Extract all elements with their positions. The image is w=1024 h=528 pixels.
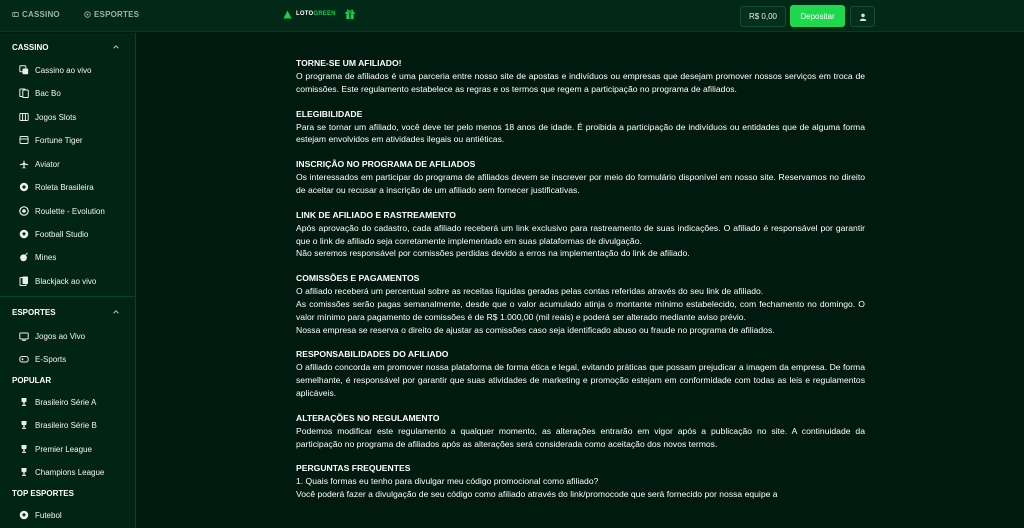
football-icon xyxy=(19,229,29,239)
slot-machine-icon xyxy=(19,112,29,122)
sidebar-item-cassino-ao-vivo[interactable] xyxy=(0,60,135,80)
sidebar-item-jogos-ao-vivo[interactable] xyxy=(0,326,135,346)
top-header xyxy=(0,0,1024,32)
sidebar-item-blackjack-ao-vivo[interactable] xyxy=(0,271,135,291)
section-paragraph: O afiliado receberá um percentual sobre as receitas líquidas geradas pelas contas referidas através do seu link de afiliado. xyxy=(296,286,764,297)
section-changes xyxy=(296,412,865,451)
logo-mark-icon xyxy=(283,10,292,19)
section-paragraph: Após aprovação do cadastro, cada afiliado receberá um link exclusivo para rastreamento de suas indicações. O afiliado é responsável por garantir que o link de afiliado seja corretamente implementado em suas plataformas de divulgação. xyxy=(296,222,865,246)
section-paragraph: Para se tornar um afiliado, você deve ter pelo menos 18 anos de idade. É proibida a participação de indivíduos ou entidades que de alguma forma estejam envolvidos em atividades ilegais ou antiéticas. xyxy=(296,121,865,145)
sidebar-item-label: E-Sports xyxy=(35,354,67,364)
user-icon xyxy=(859,13,867,21)
sidebar-section-popular: POPULAR xyxy=(12,376,52,385)
sidebar-item-label: Jogos Slots xyxy=(35,112,77,122)
dice-icon xyxy=(19,65,29,75)
sidebar-item-label: Blackjack ao vivo xyxy=(35,276,97,286)
roulette-icon xyxy=(19,182,29,192)
roulette-wheel-icon xyxy=(19,206,29,216)
section-commissions xyxy=(296,272,865,336)
user-menu-button[interactable] xyxy=(850,6,875,27)
slots-icon xyxy=(12,11,19,18)
chevron-up-icon[interactable] xyxy=(112,43,120,51)
sidebar-section-esportes[interactable]: ESPORTES xyxy=(12,308,56,317)
faq-answer: Você poderá fazer a divulgação de seu código como afiliado através do link/promocode que será fornecido por nossa equipe a xyxy=(296,489,778,500)
trophy-icon xyxy=(19,397,29,407)
sidebar-item-label: Bac Bo xyxy=(35,88,61,98)
sidebar-item-label: Brasileiro Série B xyxy=(35,420,97,430)
section-become-affiliate xyxy=(296,57,865,96)
sidebar-section-cassino[interactable]: CASSINO xyxy=(12,43,49,52)
sidebar-item-jogos-slots[interactable] xyxy=(0,107,135,127)
deposit-button[interactable]: Depositar xyxy=(790,5,845,27)
sidebar-item-label: Fortune Tiger xyxy=(35,135,83,145)
section-registration xyxy=(296,158,865,197)
sidebar-item-bac-bo[interactable] xyxy=(0,83,135,103)
sidebar-item-roleta-brasileira[interactable] xyxy=(0,177,135,197)
sidebar-item-label: Jogos ao Vivo xyxy=(35,331,86,341)
section-title: RESPONSABILIDADES DO AFILIADO xyxy=(296,349,449,360)
cards-icon xyxy=(19,88,29,98)
section-faq xyxy=(296,462,865,501)
soccer-ball-icon xyxy=(19,510,29,520)
sidebar-item-brasileiro-serie-b[interactable] xyxy=(0,415,135,435)
section-title: PERGUNTAS FREQUENTES xyxy=(296,463,411,474)
sidebar-item-label: Futebol xyxy=(35,510,62,520)
sidebar-item-label: Brasileiro Série A xyxy=(35,397,97,407)
section-title: TORNE-SE UM AFILIADO! xyxy=(296,58,402,68)
section-paragraph: Os interessados em participar do programa de afiliados devem se inscrever por meio do formulário disponível em nosso site. Reservamos no direito de aceitar ou recusar a inscrição de um afiliado sem fornecer justificativas. xyxy=(296,172,865,195)
sidebar-item-label: Football Studio xyxy=(35,229,89,239)
tab-esportes-label: ESPORTES xyxy=(94,10,140,19)
sidebar-item-football-studio[interactable] xyxy=(0,224,135,244)
section-title: COMISSÕES E PAGAMENTOS xyxy=(296,273,420,284)
sidebar-item-label: Cassino ao vivo xyxy=(35,65,92,75)
gamepad-icon xyxy=(19,354,29,364)
sidebar xyxy=(0,33,136,528)
bomb-icon xyxy=(19,252,29,262)
ball-icon xyxy=(84,11,91,18)
gift-icon[interactable] xyxy=(344,8,356,20)
sidebar-item-e-sports[interactable] xyxy=(0,349,135,369)
balance-display[interactable]: R$ 0,00 xyxy=(740,6,786,27)
trophy-icon xyxy=(19,467,29,477)
sidebar-item-label: Premier League xyxy=(35,444,92,454)
section-title: ALTERAÇÕES NO REGULAMENTO xyxy=(296,412,440,423)
sidebar-item-label: Champions League xyxy=(35,467,105,477)
sidebar-item-champions-league[interactable] xyxy=(0,462,135,482)
sidebar-item-label: Mines xyxy=(35,252,57,262)
tab-cassino[interactable] xyxy=(12,10,60,19)
site-logo[interactable] xyxy=(283,8,356,20)
section-paragraph: Nossa empresa se reserva o direito de ajustar as comissões caso seja identificado abuso ou fraude no programa de afiliados. xyxy=(296,324,775,335)
section-affiliate-link xyxy=(296,209,865,260)
sidebar-item-roulette-evolution[interactable] xyxy=(0,201,135,221)
live-tv-icon xyxy=(19,331,29,341)
tiger-icon xyxy=(19,135,29,145)
sidebar-item-brasileiro-serie-a[interactable] xyxy=(0,392,135,412)
sidebar-item-label: Roulette - Evolution xyxy=(35,206,105,216)
section-title: ELEGIBILIDADE xyxy=(296,108,363,119)
tab-cassino-label: CASSINO xyxy=(22,10,60,19)
section-eligibility xyxy=(296,108,865,147)
sidebar-item-futebol[interactable] xyxy=(0,505,135,525)
logo-text: LOTOGREEN xyxy=(296,11,336,17)
sidebar-item-mines[interactable] xyxy=(0,247,135,267)
section-title: INSCRIÇÃO NO PROGRAMA DE AFILIADOS xyxy=(296,159,476,170)
sidebar-item-label: Aviator xyxy=(35,159,60,169)
section-paragraph: Podemos modificar este regulamento a qualquer momento, as alterações entrarão em vigor após a publicação no site. A continuidade da participação no programa de afiliados após as alterações será considerada como aceitação dos novos termos. xyxy=(296,425,865,449)
section-responsibilities xyxy=(296,348,865,399)
sidebar-section-top-esportes: TOP ESPORTES xyxy=(12,489,74,498)
affiliate-regulation-content xyxy=(296,57,865,513)
chevron-up-icon[interactable] xyxy=(112,308,120,316)
tab-esportes[interactable] xyxy=(84,10,139,19)
section-paragraph: O afiliado concorda em promover nossa plataforma de forma ética e legal, evitando práticas que possam prejudicar a imagem da empresa. De forma semelhante, é responsável por garantir que suas atividades de marketing e promoção estejam em conformidade com todas as leis e regulamentos aplicáveis. xyxy=(296,362,865,398)
airplane-icon xyxy=(19,159,29,169)
blackjack-icon xyxy=(19,276,29,286)
sidebar-divider xyxy=(0,296,135,297)
section-title: LINK DE AFILIADO E RASTREAMENTO xyxy=(296,209,456,220)
trophy-icon xyxy=(19,420,29,430)
sidebar-item-fortune-tiger[interactable] xyxy=(0,130,135,150)
faq-question: 1. Quais formas eu tenho para divulgar meu código promocional como afiliado? xyxy=(296,476,599,487)
sidebar-item-aviator[interactable] xyxy=(0,154,135,174)
sidebar-item-label: Roleta Brasileira xyxy=(35,182,94,192)
section-paragraph: Não seremos responsável por comissões perdidas devido a erros na implementação do link de afiliado. xyxy=(296,248,690,259)
trophy-icon xyxy=(19,444,29,454)
section-paragraph: O programa de afiliados é uma parceria entre nosso site de apostas e indivíduos ou empresas que desejam promover nossos serviços em troca de comissões. Este regulamento estabelece as regras e os termos que regem a participação no programa de afiliados. xyxy=(296,71,865,94)
section-paragraph: As comissões serão pagas semanalmente, desde que o valor acumulado atinja o montante mínimo estabelecido, com fechamento no domingo. O valor mínimo para pagamento de comissões é de R$ 1.000,00 (mil reais) e poderá ser alterado mediante aviso prévio. xyxy=(296,298,865,322)
sidebar-item-premier-league[interactable] xyxy=(0,439,135,459)
